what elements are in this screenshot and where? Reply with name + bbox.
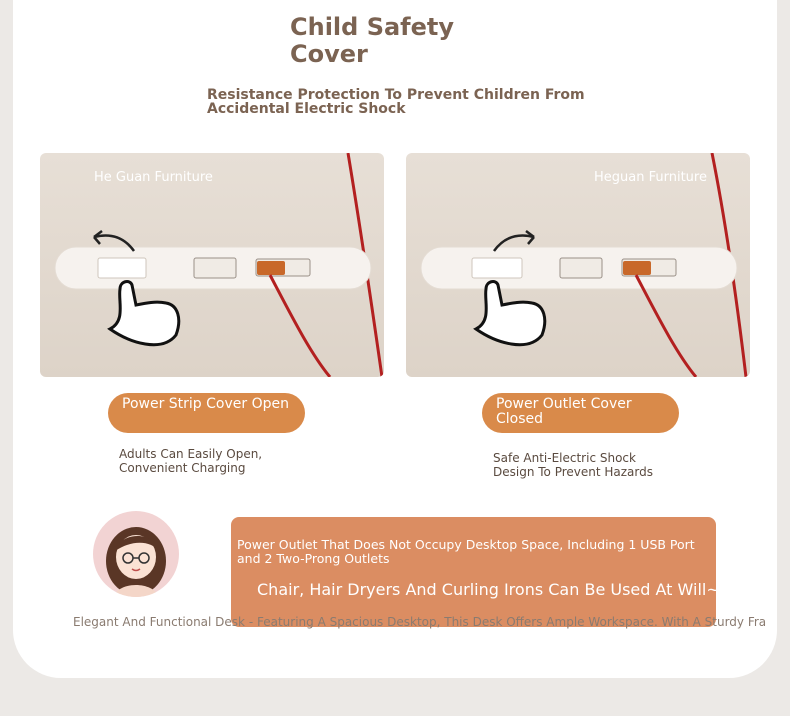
description-line: Convenient Charging (119, 461, 246, 475)
description-line: Adults Can Easily Open, (119, 447, 263, 461)
product-photo-closed (406, 153, 750, 377)
panel-description (493, 451, 653, 479)
avatar (93, 511, 179, 597)
description-line: Safe Anti-Electric Shock (493, 451, 636, 465)
description-line: Design To Prevent Hazards (493, 465, 654, 479)
status-pill-open: Power Strip Cover Open (108, 393, 305, 433)
hand-pointer-icon (476, 282, 545, 345)
cartoon-girl-icon (93, 511, 179, 597)
panel-description (119, 447, 262, 475)
page-subtitle: Resistance Protection To Prevent Children From Accidental Electric Shock (207, 87, 585, 117)
status-pill-closed: Power Outlet Cover Closed (482, 393, 679, 433)
power-strip-illustration (40, 153, 384, 377)
promo-banner (231, 517, 716, 627)
banner-headline: Power Outlet That Does Not Occupy Desktop Space, Including 1 USB Port and 2 Two-Prong Outlets (237, 537, 695, 566)
page-title: Child Safety Cover (290, 13, 455, 68)
hand-pointer-icon (110, 282, 179, 345)
scrolling-caption: Elegant And Functional Desk - Featuring A Spacious Desktop, This Desk Offers Ample Workspace. With A Sturdy Fra (73, 615, 767, 629)
brand-watermark: He Guan Furniture (94, 170, 213, 185)
product-photo-open (40, 153, 384, 377)
power-strip-illustration (406, 153, 750, 377)
banner-subline: Chair, Hair Dryers And Curling Irons Can Be Used At Will~ (257, 580, 720, 599)
brand-watermark: Heguan Furniture (594, 170, 707, 185)
